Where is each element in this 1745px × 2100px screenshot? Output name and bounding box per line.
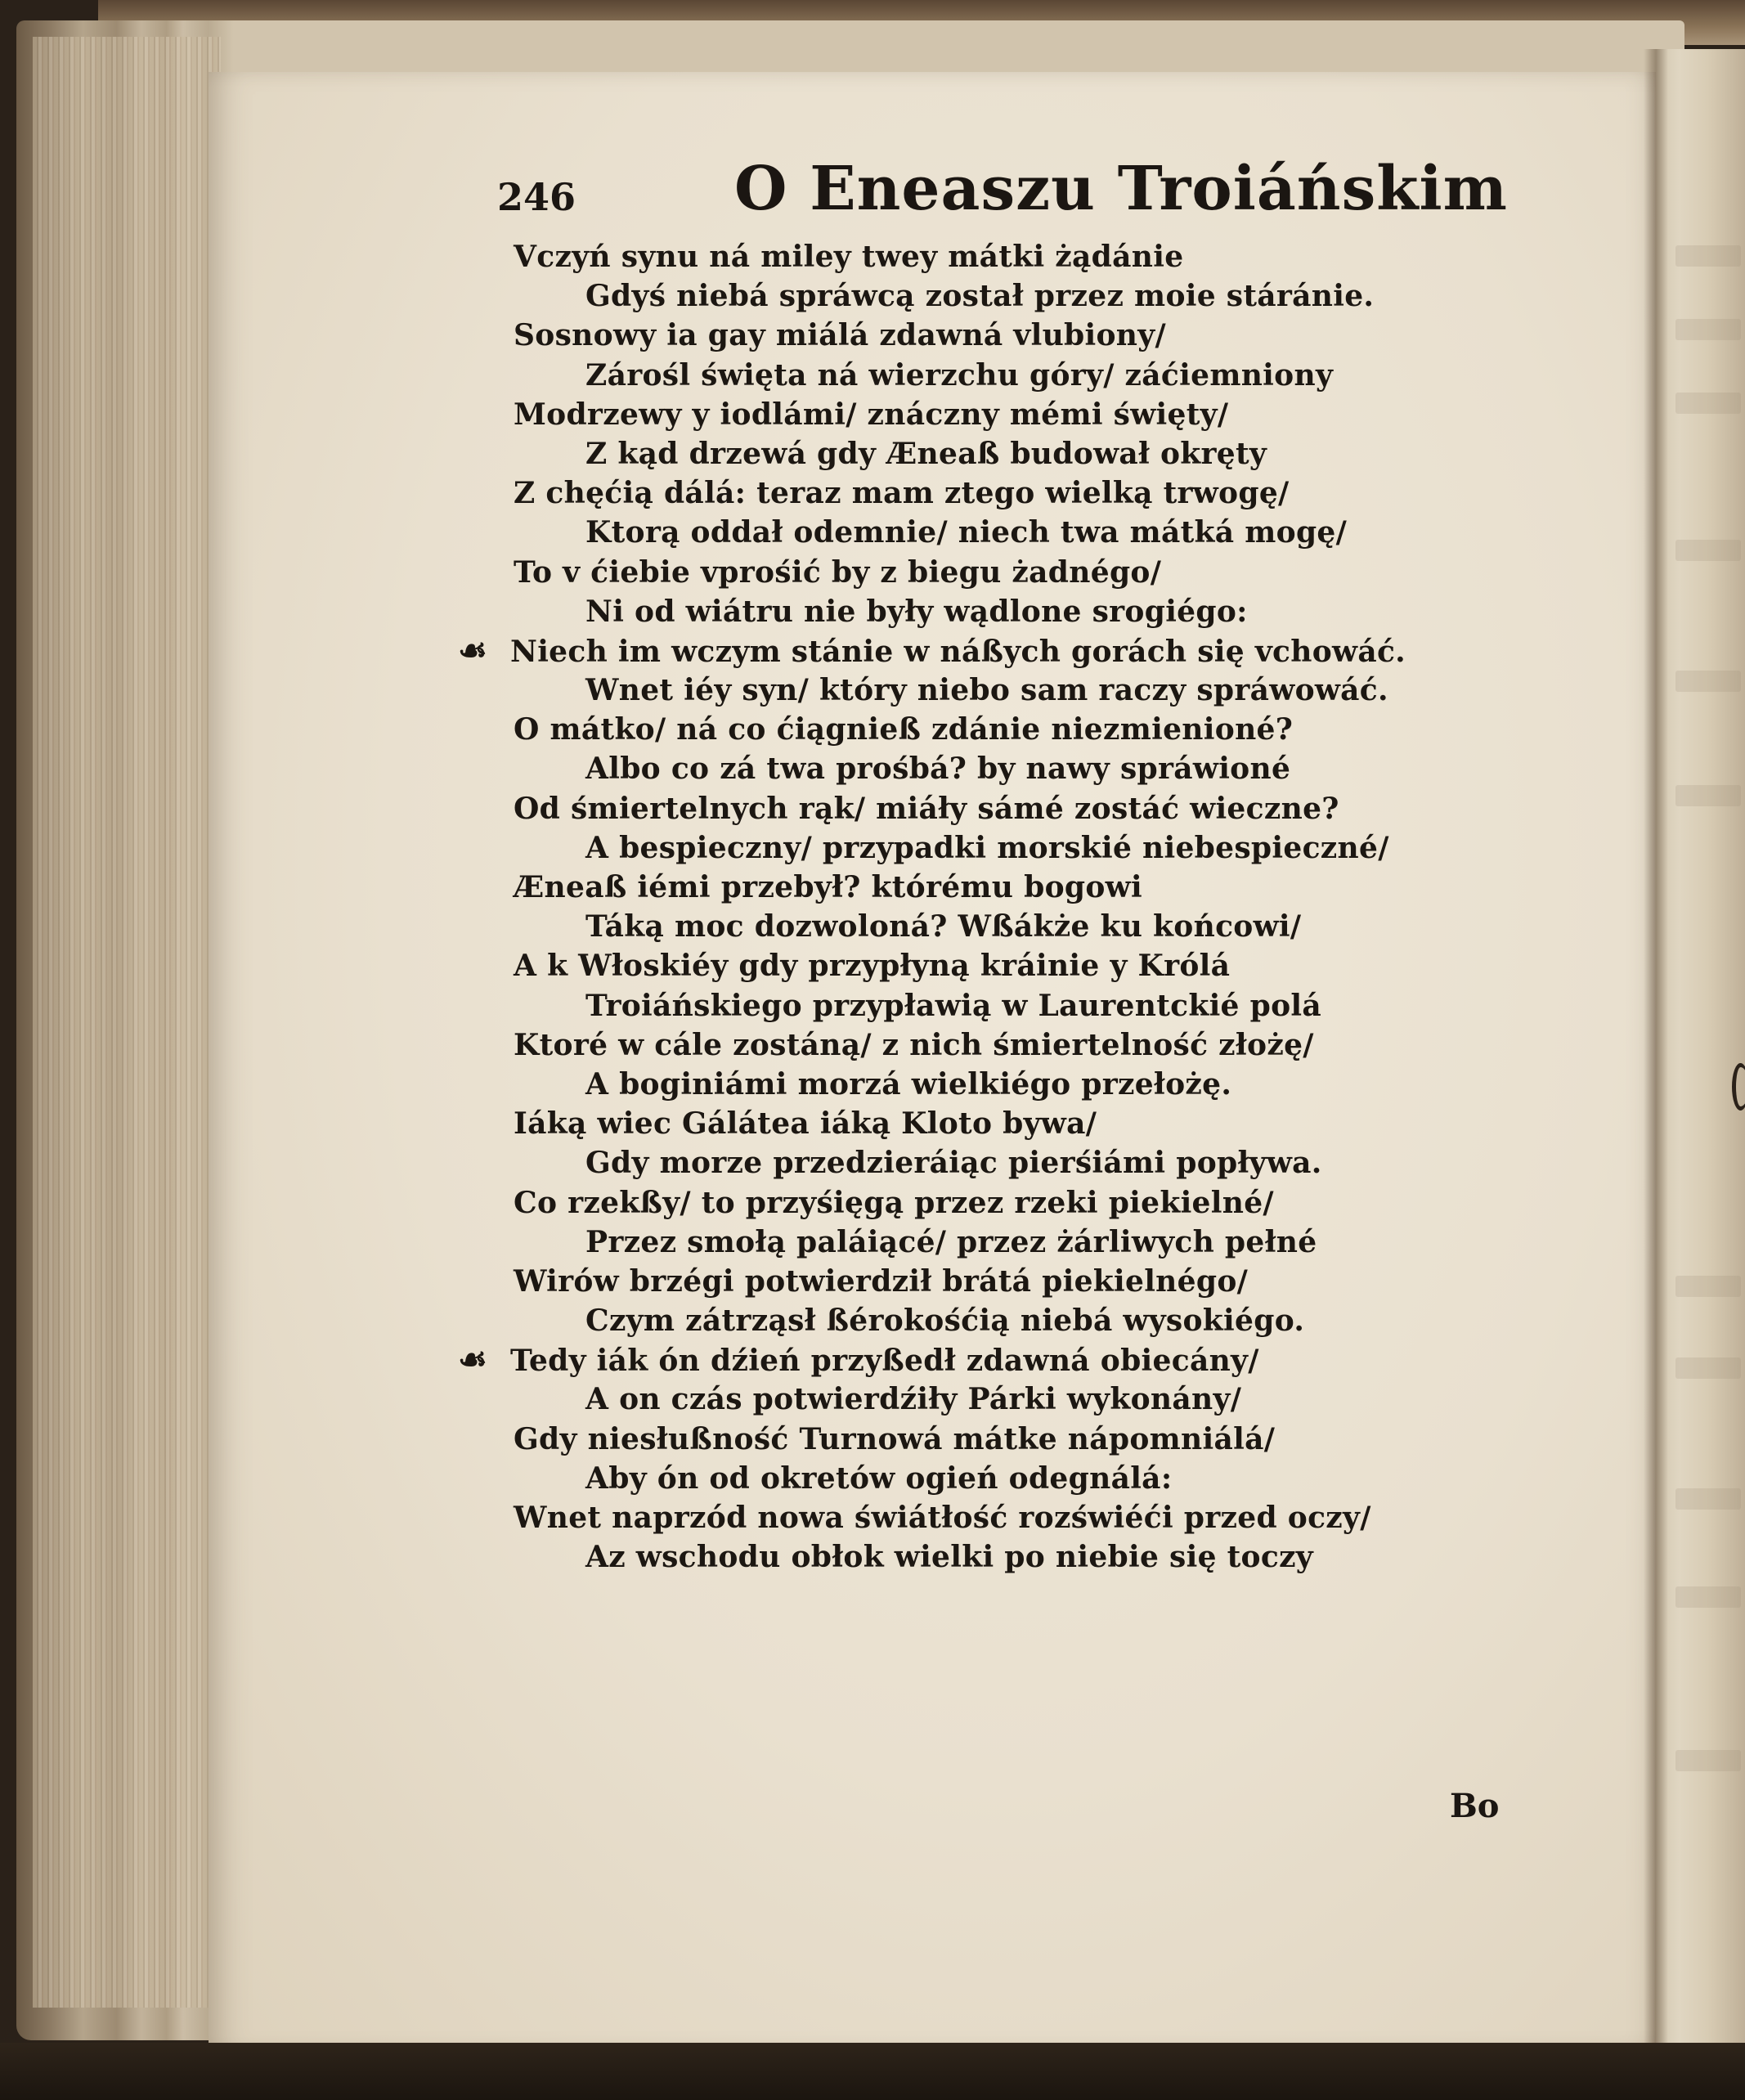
verse-line — [514, 316, 1462, 355]
verse-line — [514, 356, 1462, 395]
verse-line-text: Ktorą oddał odemnie/ niech twa mátká mogę/ — [585, 515, 1348, 550]
verse-line-text: Vczyń synu ná miley twey mátki żądánie — [514, 240, 1184, 274]
verse-line — [514, 710, 1462, 749]
verse-line-text: To v ćiebie vprośić by z biegu żadnégo/ — [514, 554, 1162, 590]
verse-line — [514, 513, 1462, 552]
verse-line — [458, 1340, 1462, 1380]
verse-line — [514, 1104, 1462, 1143]
verse-line-text: Co rzekßy/ to przyśięgą przez rzeki piekielné/ — [514, 1185, 1274, 1220]
verse-line-text: Z kąd drzewá gdy Æneaß budował okręty — [585, 436, 1267, 471]
page-number: 246 — [497, 175, 576, 219]
facing-page-glyph — [1732, 1063, 1745, 1111]
verse-line-text: Tedy iák ón dźień przyßedł zdawná obiecány/ — [510, 1344, 1259, 1379]
verse-line — [514, 395, 1462, 434]
verse-line-text: Táką moc dozwoloná? Wßákże ku końcowi/ — [585, 909, 1302, 945]
verse-line — [514, 1537, 1462, 1577]
verse-line — [514, 1143, 1462, 1182]
verse-line — [514, 276, 1462, 316]
background-bottom — [0, 2043, 1745, 2100]
paragraph-mark-icon: ☙ — [458, 630, 488, 670]
verse-line — [514, 553, 1462, 592]
verse-line — [514, 237, 1462, 276]
verse-line-text: Sosnowy ia gay miálá zdawná vlubiony/ — [514, 318, 1166, 353]
verse-line — [514, 1498, 1462, 1537]
verse-line-text: Aby ón od okretów ogień odegnálá: — [585, 1461, 1173, 1496]
verse-line — [458, 630, 1462, 671]
verse-line-text: Zárośl święta ná wierzchu góry/ záćiemniony — [585, 357, 1334, 393]
running-title: O Eneaszu Troiáńskim — [734, 154, 1508, 224]
verse-line-text: A boginiámi morzá wielkiégo przełożę. — [585, 1066, 1232, 1102]
verse-line-text: Czym zátrząsł ßérokośćią niebá wysokiégo. — [585, 1304, 1305, 1339]
verse-line-text: Az wschodu obłok wielki po niebie się toczy — [585, 1540, 1314, 1575]
verse-line-text: Albo co zá twa prośbá? by nawy spráwioné — [585, 752, 1291, 787]
verse-line — [514, 1262, 1462, 1301]
verse-line — [514, 592, 1462, 631]
verse-line — [514, 868, 1462, 907]
verse-line-text: Gdyś niebá spráwcą został przez moie stáránie. — [585, 279, 1375, 314]
verse-line — [514, 1223, 1462, 1262]
page-edges — [33, 37, 221, 2008]
verse-line-text: Troiáńskiego przypławią w Laurentckié polá — [585, 988, 1321, 1023]
verse-line-text: Ni od wiátru nie były wądlone srogiégo: — [585, 594, 1248, 629]
verse-block — [458, 237, 1462, 1577]
verse-line — [514, 946, 1462, 985]
verse-line-text: Z chęćią dálá: teraz mam ztego wielką trwogę/ — [514, 476, 1290, 511]
verse-line — [514, 1065, 1462, 1104]
verse-line — [514, 1459, 1462, 1498]
verse-line — [514, 1301, 1462, 1340]
verse-line-text: O mátko/ ná co ćiągnieß zdánie niezmienioné? — [514, 712, 1294, 747]
verse-line — [514, 1025, 1462, 1065]
verse-line-text: Ktoré w cále zostáną/ z nich śmiertelność złożę/ — [514, 1027, 1314, 1062]
verse-line-text: Wnet iéy syn/ który niebo sam raczy spráwowáć. — [585, 673, 1388, 708]
verse-line — [514, 907, 1462, 946]
verse-line-text: Niech im wczym stánie w náßych gorách się vchowáć. — [510, 634, 1406, 669]
page-header — [489, 146, 1508, 244]
verse-line-text: A bespieczny/ przypadki morskié niebespieczné/ — [585, 830, 1389, 865]
verse-line-text: Gdy morze przedzieráiąc pierśiámi popływa. — [585, 1146, 1322, 1181]
verse-line-text: Wnet naprzód nowa świátłość rozświéći przed oczy/ — [514, 1501, 1371, 1535]
verse-line-text: Przez smołą paláiącé/ przez żárliwych pełné — [585, 1224, 1317, 1259]
verse-line-text: Iáką wiec Gálátea iáką Kloto bywa/ — [514, 1106, 1097, 1142]
verse-line-text: Wirów brzégi potwierdził brátá piekielnégo/ — [514, 1263, 1249, 1299]
verse-line — [514, 671, 1462, 710]
verse-line — [514, 473, 1462, 513]
verse-line-text: A on czás potwierdźiły Párki wykonány/ — [585, 1382, 1242, 1417]
verse-line-text: Modrzewy y iodlámi/ znáczny mémi święty/ — [514, 397, 1229, 432]
verse-line — [514, 434, 1462, 473]
verse-line — [514, 749, 1462, 788]
verse-line — [514, 828, 1462, 868]
paragraph-mark-icon: ☙ — [458, 1340, 488, 1380]
verse-line — [514, 1380, 1462, 1419]
verse-line-text: Gdy niesłußność Turnowá mátke nápomniálá/ — [514, 1421, 1276, 1456]
verse-line — [514, 1420, 1462, 1459]
verse-line — [514, 986, 1462, 1025]
verse-line-text: Od śmiertelnych rąk/ miáły sámé zostáć wieczne? — [514, 791, 1339, 826]
verse-line-text: Æneaß iémi przebył? którému bogowi — [514, 870, 1142, 904]
verse-line-text: A k Włoskiéy gdy przypłyną kráinie y Królá — [514, 949, 1231, 984]
verse-line — [514, 789, 1462, 828]
verse-line — [514, 1183, 1462, 1223]
catchword: Bo — [1450, 1787, 1500, 1825]
gutter-shadow — [1644, 49, 1668, 2044]
